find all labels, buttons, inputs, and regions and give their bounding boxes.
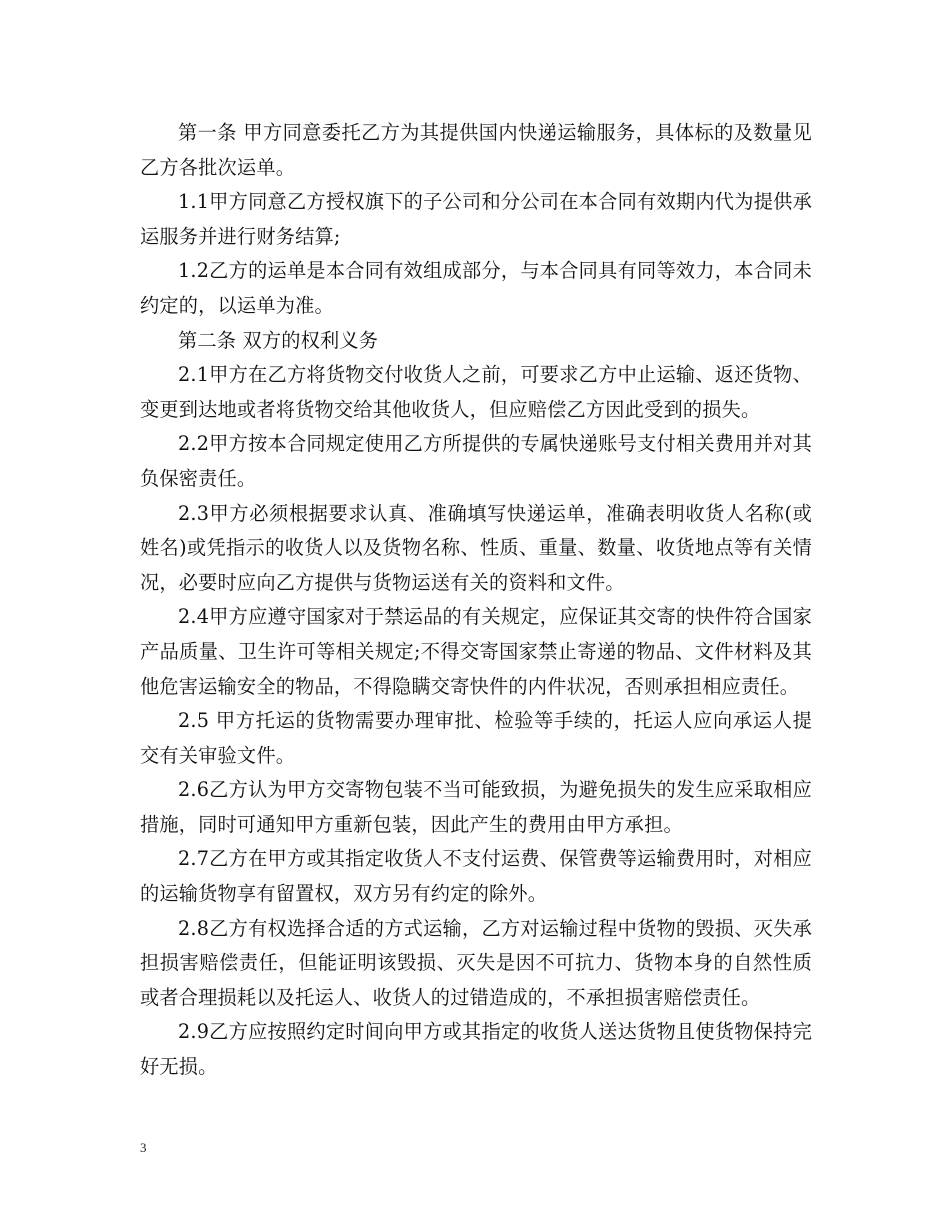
clause-2-7-paragraph: 2.7乙方在甲方或其指定收货人不支付运费、保管费等运输费用时，对相应的运输货物享有留置权，双方另有约定的除外。 [140, 847, 812, 906]
clause-2-8-paragraph: 2.8乙方有权选择合适的方式运输，乙方对运输过程中货物的毁损、灭失承担损害赔偿责任，但能证明该毁损、灭失是因不可抗力、货物本身的自然性质或者合理损耗以及托运人、收货人的过错造成的，不承担损害赔偿责任。 [140, 916, 812, 1009]
article-1-paragraph: 第一条 甲方同意委托乙方为其提供国内快递运输服务，具体标的及数量见乙方各批次运单。 [140, 121, 812, 179]
clause-2-3-paragraph: 2.3甲方必须根据要求认真、准确填写快递运单，准确表明收货人名称(或姓名)或凭指示的收货人以及货物名称、性质、重量、数量、收货地点等有关情况，必要时应向乙方提供与货物运送有关的资料和文件。 [140, 501, 812, 594]
clause-2-1-paragraph: 2.1甲方在乙方将货物交付收货人之前，可要求乙方中止运输、返还货物、变更到达地或者将货物交给其他收货人，但应赔偿乙方因此受到的损失。 [140, 363, 812, 421]
clause-2-9-paragraph: 2.9乙方应按照约定时间向甲方或其指定的收货人送达货物且使货物保持完好无损。 [140, 1020, 812, 1079]
document-body [140, 116, 812, 1085]
clause-1-2-paragraph: 1.2乙方的运单是本合同有效组成部分，与本合同具有同等效力，本合同未约定的，以运单为准。 [140, 259, 812, 317]
clause-2-2-paragraph: 2.2甲方按本合同规定使用乙方所提供的专属快递账号支付相关费用并对其负保密责任。 [140, 432, 812, 490]
clause-2-5-paragraph: 2.5 甲方托运的货物需要办理审批、检验等手续的，托运人应向承运人提交有关审验文件。 [140, 709, 812, 767]
clause-1-1-paragraph: 1.1甲方同意乙方授权旗下的子公司和分公司在本合同有效期内代为提供承运服务并进行财务结算; [140, 190, 812, 248]
page-number: 3 [140, 1140, 147, 1155]
clause-2-6-paragraph: 2.6乙方认为甲方交寄物包装不当可能致损，为避免损失的发生应采取相应措施，同时可通知甲方重新包装，因此产生的费用由甲方承担。 [140, 778, 812, 836]
article-2-heading: 第二条 双方的权利义务 [178, 328, 379, 352]
clause-2-4-paragraph: 2.4甲方应遵守国家对于禁运品的有关规定，应保证其交寄的快件符合国家产品质量、卫生许可等相关规定;不得交寄国家禁止寄递的物品、文件材料及其他危害运输安全的物品，不得隐瞒交寄快件的内件状况，否则承担相应责任。 [140, 605, 812, 698]
